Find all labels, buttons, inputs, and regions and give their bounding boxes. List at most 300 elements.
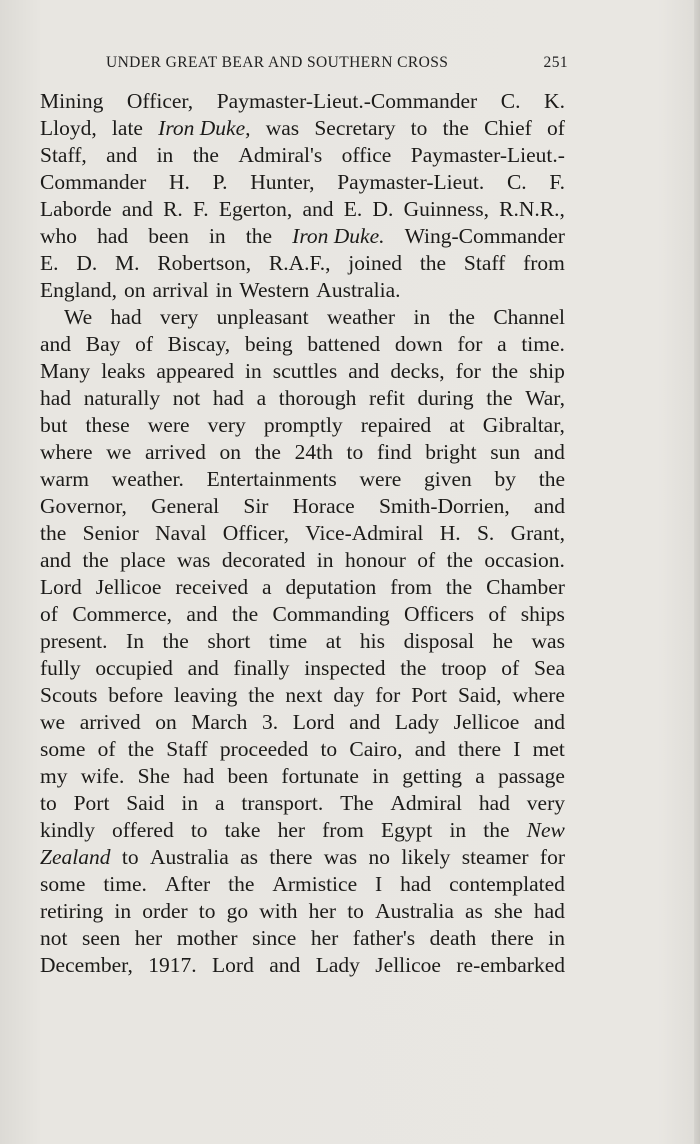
word: proceeded — [219, 737, 309, 761]
word: Admiral's — [238, 143, 323, 167]
word: P. — [212, 170, 228, 194]
word: the — [228, 872, 255, 896]
word: Lady — [394, 710, 440, 734]
word: and — [348, 359, 380, 383]
word: the — [231, 602, 259, 626]
word: Lady — [315, 953, 360, 977]
word: deputation — [285, 575, 377, 599]
word: New — [526, 818, 565, 842]
word: on — [124, 278, 146, 302]
word: likely — [401, 845, 451, 869]
word: very — [526, 791, 565, 815]
word: We — [64, 305, 93, 329]
word: as — [465, 899, 483, 923]
word: had — [183, 764, 215, 788]
word: Iron Duke, — [158, 116, 251, 140]
word: some — [40, 737, 86, 761]
word: Port — [73, 791, 110, 815]
word: 3. — [262, 710, 279, 734]
word: Zealand — [40, 845, 111, 869]
word: mother — [176, 926, 238, 950]
word: Australia — [375, 899, 454, 923]
word: Smith-Dorrien, — [378, 494, 510, 518]
word: Egypt — [381, 818, 433, 842]
word: he — [492, 629, 513, 653]
word: a — [475, 764, 485, 788]
word: for — [539, 845, 565, 869]
word: weather — [327, 305, 396, 329]
word: on — [219, 440, 242, 464]
word: arrival — [152, 278, 209, 302]
word: on — [155, 710, 177, 734]
word: the — [245, 224, 273, 248]
text-line — [40, 736, 565, 763]
word: passage — [498, 764, 565, 788]
word: The — [340, 791, 374, 815]
word: by — [494, 467, 516, 491]
word: but — [40, 413, 68, 437]
word: Wing-Commander — [404, 224, 565, 248]
word: find — [376, 440, 412, 464]
word: Australia. — [316, 278, 401, 302]
word: Officer, — [126, 89, 194, 113]
text-line — [40, 304, 565, 331]
word: there — [269, 845, 313, 869]
word: Biscay, — [167, 332, 231, 356]
word: a — [262, 575, 272, 599]
page-number: 251 — [543, 54, 568, 71]
word: and — [269, 953, 301, 977]
word: in — [156, 143, 174, 167]
running-header — [106, 54, 568, 76]
word: she — [494, 899, 523, 923]
word: being — [244, 332, 293, 356]
word: not — [172, 386, 201, 410]
word: ship — [529, 359, 565, 383]
word: time. — [103, 872, 147, 896]
word: a — [256, 386, 267, 410]
word: scuttles — [272, 359, 338, 383]
word: Said, — [457, 683, 502, 707]
word: After — [164, 872, 211, 896]
word: death — [429, 926, 477, 950]
page-edge-shadow — [694, 0, 700, 1144]
word: Lloyd, — [40, 116, 97, 140]
word: R.N.R., — [499, 197, 565, 221]
word: where — [40, 440, 93, 464]
text-line — [40, 520, 565, 547]
word: thorough — [278, 386, 357, 410]
text-line — [40, 871, 565, 898]
word: the — [400, 656, 427, 680]
text-line — [40, 250, 565, 277]
word: the — [82, 548, 109, 572]
text-line — [40, 952, 565, 979]
word: where — [512, 683, 565, 707]
word: very — [207, 413, 246, 437]
word: had — [400, 872, 432, 896]
word: and — [533, 710, 565, 734]
word: She — [137, 764, 170, 788]
word: D. — [372, 197, 394, 221]
word: to — [346, 440, 364, 464]
text-line — [40, 493, 565, 520]
word: the — [192, 143, 219, 167]
word: take — [224, 818, 261, 842]
word: Paymaster-Lieut.- — [410, 143, 565, 167]
word: and — [40, 332, 72, 356]
word: Sir — [243, 494, 269, 518]
word: Jellicoe — [375, 953, 441, 977]
word: and — [121, 197, 153, 221]
text-line — [40, 790, 565, 817]
word: had — [478, 791, 510, 815]
word: Chief — [484, 116, 532, 140]
word: Mining — [40, 89, 104, 113]
word: the — [419, 251, 447, 275]
word: kindly — [40, 818, 95, 842]
word: her — [277, 818, 306, 842]
word: down — [394, 332, 443, 356]
word: fully — [40, 656, 81, 680]
word: Channel — [493, 305, 565, 329]
word: arrived — [144, 440, 206, 464]
word: R.A.F., — [268, 251, 331, 275]
text-line — [40, 331, 565, 358]
word: transport. — [241, 791, 324, 815]
word: to — [320, 737, 338, 761]
word: during — [417, 386, 474, 410]
word: her — [310, 926, 339, 950]
word: for — [457, 332, 483, 356]
word: occasion. — [484, 548, 565, 572]
word: was — [323, 845, 358, 869]
text-line — [40, 709, 565, 736]
word: the — [448, 305, 475, 329]
word: had — [212, 386, 244, 410]
word: Gibraltar, — [482, 413, 565, 437]
word: and — [186, 602, 218, 626]
text-line — [40, 169, 565, 196]
word: Scouts — [40, 683, 98, 707]
word: the — [483, 818, 510, 842]
word: Sea — [533, 656, 565, 680]
word: and — [414, 737, 446, 761]
word: order — [142, 899, 188, 923]
word: H. — [439, 521, 461, 545]
text-line — [40, 385, 565, 412]
text-line — [40, 223, 565, 250]
word: and — [349, 710, 381, 734]
word: there — [458, 737, 501, 761]
text-line — [40, 817, 565, 844]
word: of — [40, 602, 58, 626]
word: retiring — [40, 899, 104, 923]
text-line — [40, 547, 565, 574]
word: joined — [348, 251, 403, 275]
word: and — [533, 440, 565, 464]
word: in — [215, 278, 233, 302]
word: appeared — [156, 359, 234, 383]
word: Cairo, — [349, 737, 403, 761]
word: Commerce, — [72, 602, 173, 626]
word: General — [151, 494, 220, 518]
word: C. — [506, 170, 527, 194]
word: Vice-Admiral — [305, 521, 424, 545]
word: E. — [343, 197, 363, 221]
word: in — [548, 926, 565, 950]
word: bright — [425, 440, 477, 464]
word: I — [375, 872, 383, 896]
word: disposal — [403, 629, 475, 653]
word: K. — [544, 89, 565, 113]
word: time. — [521, 332, 565, 356]
word: of — [547, 116, 565, 140]
word: there — [490, 926, 534, 950]
word: steamer — [461, 845, 529, 869]
word: my — [40, 764, 68, 788]
word: before — [108, 683, 164, 707]
word: decorated — [221, 548, 306, 572]
word: at — [325, 629, 342, 653]
text-line — [40, 682, 565, 709]
text-line — [40, 844, 565, 871]
word: received — [175, 575, 249, 599]
word: Chamber — [486, 575, 565, 599]
word: for — [455, 359, 481, 383]
word: and — [40, 548, 72, 572]
word: fortunate — [281, 764, 359, 788]
word: the — [446, 548, 473, 572]
word: Lord — [212, 953, 254, 977]
word: the — [442, 116, 469, 140]
word: 1917. — [148, 953, 197, 977]
text-line — [40, 115, 565, 142]
text-line — [40, 763, 565, 790]
word: H. — [169, 170, 190, 194]
word: to — [410, 116, 428, 140]
text-line — [40, 925, 565, 952]
word: to — [190, 818, 208, 842]
word: were — [359, 467, 402, 491]
word: refit — [369, 386, 405, 410]
word: Said — [126, 791, 165, 815]
text-line — [40, 601, 565, 628]
word: Entertainments — [206, 467, 337, 491]
word: Western — [239, 278, 310, 302]
word: unpleasant — [216, 305, 309, 329]
word: weather. — [111, 467, 184, 491]
text-line — [40, 439, 565, 466]
word: office — [341, 143, 392, 167]
word: in — [114, 899, 132, 923]
word: Staff — [166, 737, 208, 761]
word: warm — [40, 467, 89, 491]
word: inspected — [304, 656, 386, 680]
word: the — [538, 467, 565, 491]
word: in — [372, 764, 389, 788]
word: occupied — [95, 656, 173, 680]
text-line — [40, 574, 565, 601]
word: to — [40, 791, 57, 815]
word: to — [347, 899, 364, 923]
word: England, — [40, 278, 118, 302]
word: at — [449, 413, 465, 437]
word: honour — [344, 548, 406, 572]
word: naturally — [83, 386, 161, 410]
word: with — [259, 899, 298, 923]
word: very — [160, 305, 199, 329]
word: the — [445, 575, 473, 599]
text-line — [40, 358, 565, 385]
word: these — [85, 413, 130, 437]
word: repaired — [360, 413, 432, 437]
word: F. — [549, 170, 565, 194]
word: in — [413, 305, 431, 329]
word: wife. — [80, 764, 125, 788]
text-line — [40, 88, 565, 115]
word: late — [111, 116, 143, 140]
word: Many — [40, 359, 91, 383]
word: 24th — [294, 440, 333, 464]
word: as — [240, 845, 259, 869]
word: to — [198, 899, 216, 923]
word: place — [120, 548, 166, 572]
word: from — [390, 575, 432, 599]
word: Lord — [40, 575, 82, 599]
word: contemplated — [449, 872, 565, 896]
word: arrived — [79, 710, 141, 734]
word: a — [214, 791, 225, 815]
word: D. — [76, 251, 98, 275]
word: finally — [233, 656, 290, 680]
word: sun — [490, 440, 521, 464]
body-text — [40, 88, 565, 979]
word: from — [322, 818, 364, 842]
word: short — [207, 629, 251, 653]
word: the — [254, 440, 281, 464]
word: Australia — [149, 845, 229, 869]
word: no — [368, 845, 391, 869]
word: was — [265, 116, 300, 140]
word: the — [40, 521, 67, 545]
word: from — [523, 251, 565, 275]
word: In — [126, 629, 144, 653]
word: to — [121, 845, 139, 869]
word: Hunter, — [250, 170, 315, 194]
word: Governor, — [40, 494, 127, 518]
word: Armistice — [272, 872, 358, 896]
word: and — [106, 143, 138, 167]
word: for — [375, 683, 401, 707]
word: not — [40, 926, 68, 950]
word: promptly — [263, 413, 343, 437]
word: his — [359, 629, 385, 653]
word: December, — [40, 953, 133, 977]
text-line — [40, 628, 565, 655]
word: Commander — [40, 170, 147, 194]
word: we — [40, 710, 66, 734]
word: since — [252, 926, 297, 950]
word: had — [110, 305, 142, 329]
word: Officers — [403, 602, 475, 626]
word: given — [424, 467, 472, 491]
text-line — [40, 412, 565, 439]
word: I — [513, 737, 521, 761]
word: offered — [112, 818, 174, 842]
word: the — [491, 359, 519, 383]
word: Paymaster-Lieut. — [337, 170, 485, 194]
word: re-embarked — [456, 953, 565, 977]
word: had — [533, 899, 565, 923]
word: go — [226, 899, 249, 923]
word: in — [181, 791, 199, 815]
word: was — [531, 629, 565, 653]
word: father's — [352, 926, 416, 950]
word: we — [106, 440, 132, 464]
word: Port — [411, 683, 448, 707]
word: her — [308, 899, 337, 923]
word: had — [40, 386, 72, 410]
word: some — [40, 872, 86, 896]
word: S. — [476, 521, 495, 545]
word: Paymaster-Lieut.-Commander — [216, 89, 478, 113]
word: the — [248, 683, 275, 707]
word: leaving — [174, 683, 238, 707]
word: time — [268, 629, 308, 653]
word: been — [148, 224, 189, 248]
text-line — [40, 466, 565, 493]
word: and — [302, 197, 334, 221]
word: in — [208, 224, 226, 248]
word: and — [533, 494, 565, 518]
word: Staff, — [40, 143, 87, 167]
word: been — [227, 764, 269, 788]
word: Guinness, — [403, 197, 489, 221]
word: Officer, — [222, 521, 289, 545]
word: of — [488, 602, 507, 626]
word: Admiral — [390, 791, 463, 815]
text-line — [40, 277, 565, 304]
word: R. — [163, 197, 183, 221]
word: War, — [525, 386, 565, 410]
word: the — [486, 386, 513, 410]
word: had — [97, 224, 129, 248]
word: of — [417, 548, 436, 572]
word: Secretary — [314, 116, 396, 140]
word: M. — [115, 251, 140, 275]
word: day — [333, 683, 365, 707]
word: of — [501, 656, 520, 680]
word: Staff — [463, 251, 506, 275]
word: ships — [520, 602, 565, 626]
word: in — [449, 818, 467, 842]
word: Robertson, — [157, 251, 252, 275]
word: leaks — [101, 359, 146, 383]
word: C. — [500, 89, 521, 113]
word: who — [40, 224, 78, 248]
word: of — [97, 737, 116, 761]
word: next — [285, 683, 323, 707]
word: the — [162, 629, 189, 653]
word: seen — [82, 926, 121, 950]
word: met — [532, 737, 565, 761]
word: Grant, — [510, 521, 565, 545]
word: a — [497, 332, 507, 356]
word: in — [245, 359, 262, 383]
running-title: UNDER GREAT BEAR AND SOUTHERN CROSS — [106, 54, 449, 71]
word: E. — [40, 251, 59, 275]
